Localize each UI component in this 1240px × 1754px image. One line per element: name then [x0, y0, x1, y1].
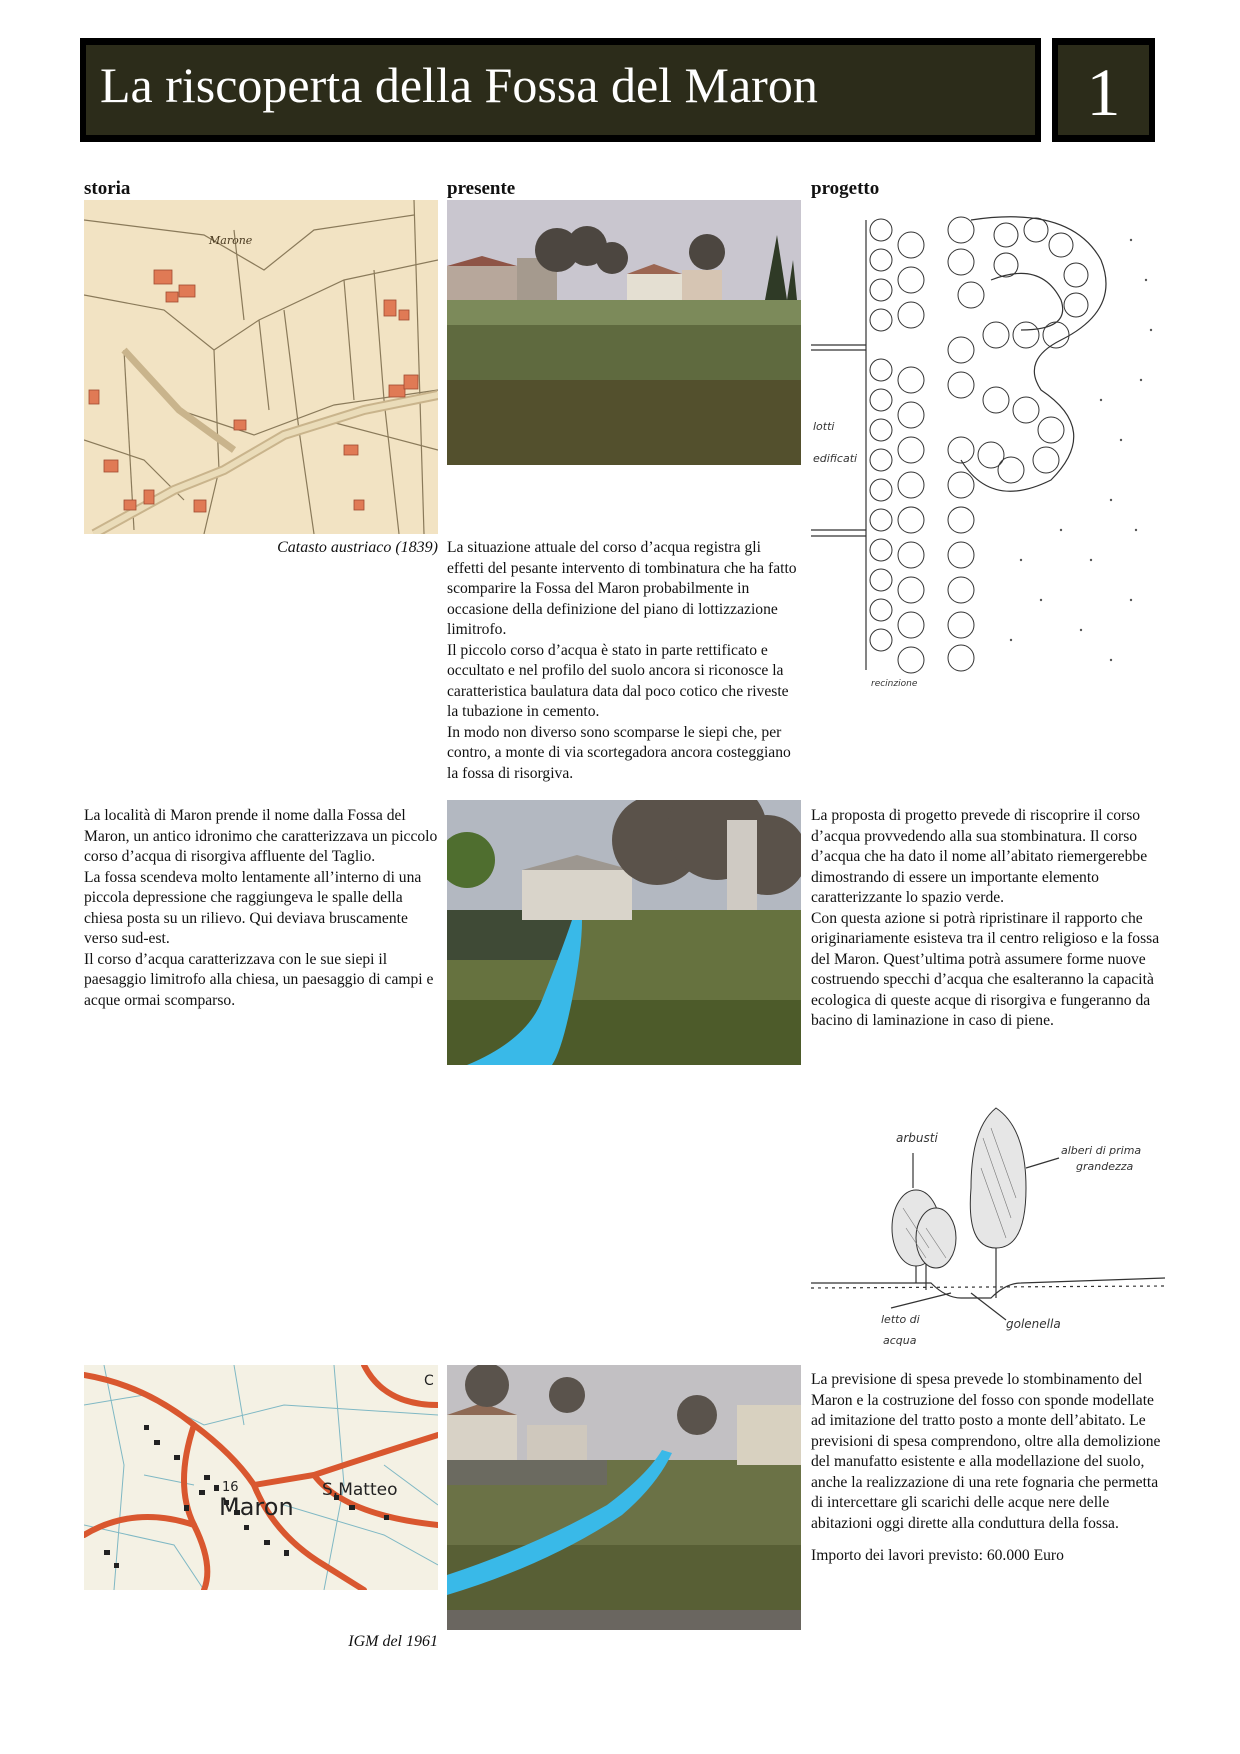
sketch-label-lotti: lotti: [813, 420, 835, 433]
map-label-s-matteo: S.Matteo: [322, 1480, 398, 1500]
sketch-label-letto-2: acqua: [883, 1334, 917, 1347]
map-label-c: C: [424, 1373, 434, 1389]
present-field-photo: [447, 200, 801, 465]
page-title: La riscoperta della Fossa del Maron: [100, 57, 818, 113]
text-progetto: [811, 806, 1165, 1032]
text-presente: [447, 538, 801, 784]
text-spesa: [811, 1370, 1165, 1567]
sketch-label-letto-1: letto di: [881, 1313, 920, 1326]
storia-paragraph-1: La località di Maron prende il nome dalla Fossa del Maron, un antico idronimo che caratterizzava un piccolo corso d’acqua di risorgiva affluente del Taglio.: [84, 807, 438, 865]
importo-lavori: Importo dei lavori previsto: 60.000 Euro: [811, 1547, 1064, 1564]
catasto-map-drawing: [84, 200, 438, 534]
caption-igm: IGM del 1961: [348, 1633, 438, 1650]
heading-presente: presente: [447, 178, 516, 199]
progetto-plan-sketch: [811, 200, 1165, 690]
igm-map-drawing: [84, 1365, 438, 1590]
catasto-map-image: [84, 200, 438, 534]
sketch-label-golenella: golenella: [1006, 1317, 1061, 1331]
sketch-label-edificati: edificati: [813, 452, 858, 465]
heading-storia: storia: [84, 178, 131, 199]
sketch-label-recinzione: recinzione: [871, 679, 918, 689]
spesa-paragraph: La previsione di spesa prevede lo stombinamento del Maron e la costruzione del fosso con sponde modellate ad imitazione del tratto posto a monte dell’abitato. Le previsioni di spesa comprendono, oltre alla demolizione del manufatto esistente e alla modellazione del suolo, anche la realizzazione di una rete fognaria che permetta di intercettare gli scarichi delle acque nere delle abitazioni oggi dirette alla conduttura della fossa.: [811, 1371, 1161, 1532]
present-field-drawing: [447, 200, 801, 465]
present-stream-drawing: [447, 800, 801, 1065]
map-label-maron: Maron: [219, 1493, 294, 1521]
progetto-paragraph-2: Con questa azione si potrà ripristinare il rapporto che originariamente esisteva tra il centro religioso e la fossa del Maron. Quest’ultima potrà assumere forme nuove costruendo specchi d’acqua che esalteranno la capacità ecologica di queste acque di risorgiva e fungeranno da bacino di laminazione in caso di piene.: [811, 909, 1160, 1029]
future-stream-photo: [447, 1365, 801, 1630]
map-label-marone: Marone: [209, 234, 253, 247]
sketch-label-alberi-2: grandezza: [1076, 1160, 1134, 1173]
text-storia: [84, 806, 438, 1011]
page-number: 1: [1086, 54, 1121, 130]
section-sketch: [811, 1098, 1165, 1368]
presente-paragraph-2: Il piccolo corso d’acqua è stato in parte rettificato e occultato e nel profilo del suolo ancora si riconosce la caratteristica baulatura data dal poco cotico che riveste la tubazione in cemento.: [447, 641, 789, 720]
future-stream-drawing: [447, 1365, 801, 1630]
presente-paragraph-3: In modo non diverso sono scomparse le siepi che, per contro, a monte di via scortegadora ancora costeggiano la fossa di risorgiva.: [447, 723, 791, 782]
progetto-plan-drawing: [811, 200, 1165, 690]
map-label-16: 16: [222, 1480, 239, 1495]
section-sketch-drawing: [811, 1098, 1165, 1368]
sketch-label-arbusti: arbusti: [896, 1131, 938, 1145]
present-stream-photo: [447, 800, 801, 1065]
igm-map-image: [84, 1365, 438, 1590]
progetto-paragraph-1: La proposta di progetto prevede di riscoprire il corso d’acqua provvedendo alla sua stombinatura. Il corso d’acqua che ha dato il nome all’abitato riemergerebbe dimostrando di essere un importante elemento caratterizzante lo spazio verde.: [811, 807, 1148, 906]
caption-catasto: Catasto austriaco (1839): [277, 539, 438, 556]
storia-paragraph-2: La fossa scendeva molto lentamente all’interno di una piccola depressione che raggiungeva le spalle della chiesa posta su un rilievo. Qui deviava bruscamente verso sud-est.: [84, 868, 422, 947]
heading-progetto: progetto: [811, 178, 880, 199]
sketch-label-alberi-1: alberi di prima: [1061, 1144, 1142, 1157]
storia-paragraph-3: Il corso d’acqua caratterizzava con le sue siepi il paesaggio limitrofo alla chiesa, un paesaggio di campi e acque ormai scomparso.: [84, 950, 434, 1009]
presente-paragraph-1: La situazione attuale del corso d’acqua registra gli effetti del pesante intervento di tombinatura che ha fatto scomparire la Fossa del Maron probabilmente in occasione della definizione del piano di lottizzazione limitrofo.: [447, 539, 797, 638]
